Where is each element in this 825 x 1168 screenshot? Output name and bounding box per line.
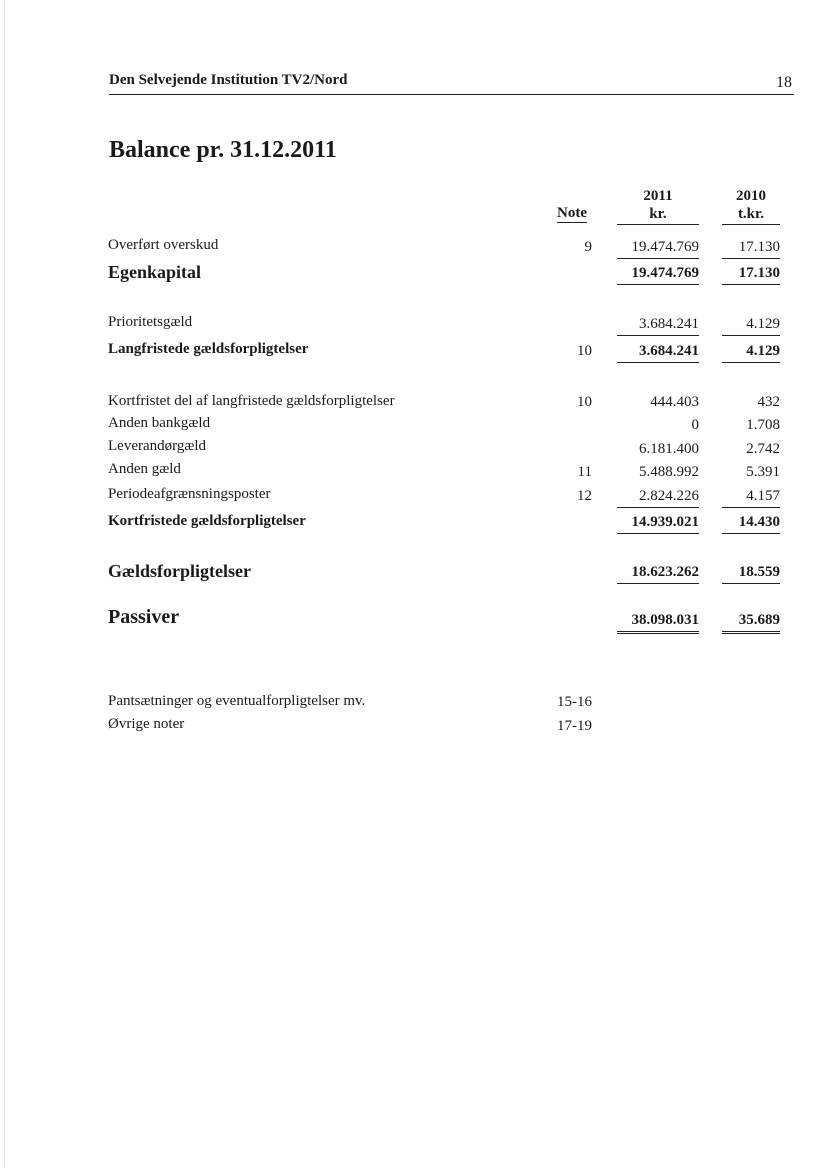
row-label: Prioritetsgæld [108,314,193,330]
row-label-grand-total: Passiver [108,606,180,628]
row-value-2011: 3.684.241 [617,316,699,336]
row-value-2011: 19.474.769 [617,265,699,285]
row-label-total: Gældsforpligtelser [108,561,251,581]
row-note: 10 [577,343,592,359]
row-value-2010: 432 [757,394,780,410]
note-header-label: Note [557,205,587,221]
unit-2010-label: t.kr. [722,205,780,225]
row-label-total: Langfristede gældsforpligtelser [108,341,309,357]
row-value-2011: 2.824.226 [617,488,699,508]
row-note: 12 [577,488,592,504]
row-value-2011: 6.181.400 [639,441,699,457]
row-value-2011: 14.939.021 [617,514,699,534]
row-value-2011: 19.474.769 [617,239,699,259]
footer-note-label: Øvrige noter [108,716,185,732]
column-header-2011 [617,187,699,225]
page-header [109,72,794,95]
row-value-2010: 4.129 [722,343,780,363]
row-value-2011: 18.623.262 [617,564,699,584]
column-header-2010 [722,187,780,225]
row-note: 10 [577,394,592,410]
footer-note-ref: 15-16 [557,694,592,710]
row-value-2010: 14.430 [722,514,780,534]
row-value-2010: 2.742 [746,441,780,457]
column-header-note [552,204,592,222]
year-2010-label: 2010 [736,188,766,204]
row-label-total: Kortfristede gældsforpligtelser [108,513,306,529]
year-2011-label: 2011 [643,188,673,204]
footer-note-label: Pantsætninger og eventualforpligtelser mv. [108,693,366,709]
footer-note-ref: 17-19 [557,718,592,734]
row-label: Overført overskud [108,237,219,253]
row-value-2011: 5.488.992 [639,464,699,480]
row-value-2010: 18.559 [722,564,780,584]
row-label: Anden bankgæld [108,415,211,431]
row-label-total: Egenkapital [108,262,202,282]
row-label: Leverandørgæld [108,438,207,454]
row-value-2011: 444.403 [650,394,699,410]
row-value-2010: 1.708 [746,417,780,433]
row-note: 11 [577,464,592,480]
row-value-2010: 5.391 [746,464,780,480]
row-value-2011: 0 [691,417,699,433]
row-value-2011: 3.684.241 [617,343,699,363]
row-value-2010: 17.130 [722,239,780,259]
row-value-2010: 35.689 [722,612,780,634]
organization-name: Den Selvejende Institution TV2/Nord [109,72,348,88]
row-label: Periodeafgrænsningsposter [108,486,271,502]
row-label: Anden gæld [108,461,181,477]
page-number: 18 [776,74,792,91]
row-value-2010: 4.157 [722,488,780,508]
row-value-2011: 38.098.031 [617,612,699,634]
unit-2011-label: kr. [617,205,699,225]
row-label: Kortfristet del af langfristede gældsforpligtelser [108,393,395,409]
row-value-2010: 17.130 [722,265,780,285]
row-note: 9 [584,239,592,255]
scan-edge-line [4,0,5,1168]
page-title: Balance pr. 31.12.2011 [109,137,337,163]
row-value-2010: 4.129 [722,316,780,336]
